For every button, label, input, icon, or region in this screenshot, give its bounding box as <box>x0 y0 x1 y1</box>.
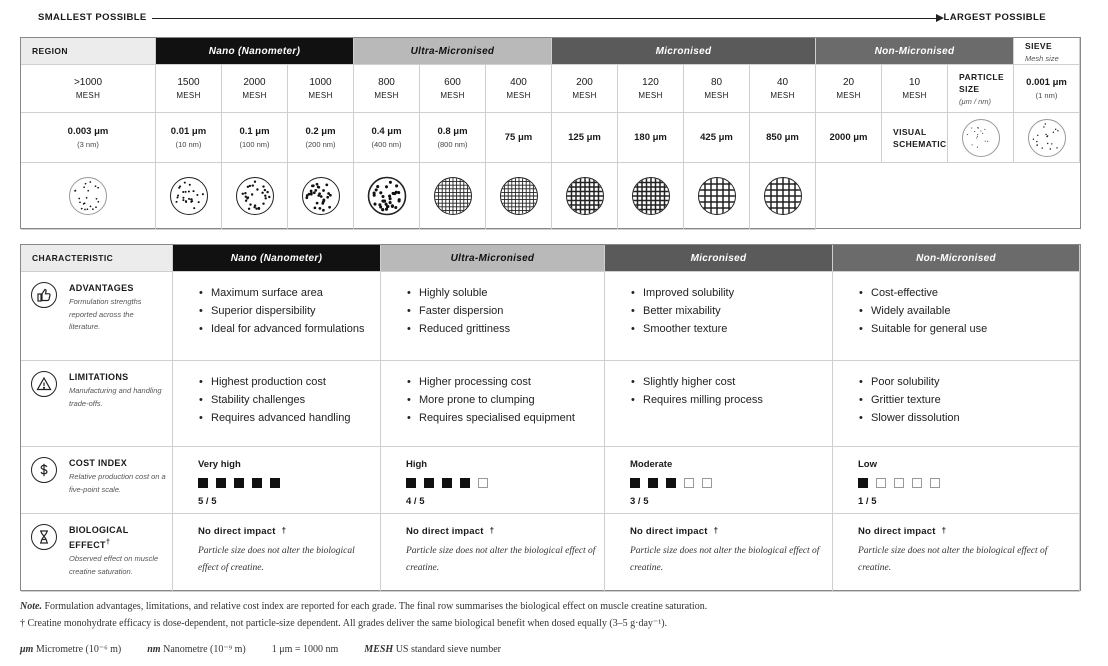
region-micronised: Micronised <box>552 38 816 65</box>
mesh-cell <box>684 65 750 113</box>
schematic-cell <box>288 163 354 230</box>
particle-size-cell <box>486 113 552 163</box>
empty-square-icon <box>930 478 940 488</box>
schematic-row-label <box>882 113 948 163</box>
dagger-note: † Creatine monohydrate efficacy is dose-dependent, not particle-size dependent. All grades deliver the same biological benefit when dosed equally (3–5 g·day⁻¹). <box>20 618 668 629</box>
bullet-item: • Smoother texture <box>631 320 818 338</box>
mesh-grid-icon <box>565 176 605 216</box>
cost-squares <box>406 478 604 488</box>
filled-square-icon <box>406 478 416 488</box>
mesh-cell <box>222 65 288 113</box>
adv-non-cell <box>833 272 1080 361</box>
row-cost-desc: Relative production cost on a five-point scale. <box>69 472 166 494</box>
mesh-number: 800 <box>378 77 395 88</box>
particle-size-cell <box>816 113 882 163</box>
grade-nano: Nano (Nanometer) <box>173 245 381 272</box>
lim-micro-cell <box>605 361 833 447</box>
adv-micro-cell <box>605 272 833 361</box>
particle-size-cell <box>618 113 684 163</box>
particle-size-cell <box>420 113 486 163</box>
scale-left-label: SMALLEST POSSIBLE <box>38 12 147 23</box>
lim-ultra-cell <box>381 361 605 447</box>
cost-squares <box>858 478 1079 488</box>
mesh-cell <box>486 65 552 113</box>
mesh-number: 1500 <box>177 77 200 88</box>
row-limitations-title: LIMITATIONS <box>69 372 129 382</box>
region-non-micronised: Non-Micronised <box>816 38 1014 65</box>
cost-score: 3 / 5 <box>630 496 649 507</box>
cost-score: 1 / 5 <box>858 496 877 507</box>
mesh-cell <box>21 65 156 113</box>
filled-square-icon <box>234 478 244 488</box>
particle-size-nm: (3 nm) <box>77 140 99 149</box>
visual-label: VISUAL <box>893 126 927 137</box>
particle-size-cell <box>354 113 420 163</box>
legend-text: Nanometre (10⁻⁹ m) <box>163 644 246 655</box>
empty-square-icon <box>894 478 904 488</box>
particle-size-value: 0.2 μm <box>305 126 336 137</box>
row-bio-desc: Observed effect on muscle creatine saturation. <box>69 554 159 576</box>
cost-level: High <box>406 459 428 470</box>
schematic-cell <box>420 163 486 230</box>
region-label: REGION <box>21 38 156 65</box>
mesh-grid-icon <box>433 176 473 216</box>
mesh-cell <box>882 65 948 113</box>
mesh-word: MESH <box>572 91 597 100</box>
schematic-cell <box>486 163 552 230</box>
note-text: Formulation advantages, limitations, and relative cost index are reported for each grade. The final row summarises the biological effect on muscle creatine saturation. <box>44 601 708 612</box>
particle-size-value: 75 μm <box>504 132 533 143</box>
empty-square-icon <box>478 478 488 488</box>
legend-item <box>364 644 501 655</box>
dagger-mark: † <box>941 526 947 535</box>
bullet-item: • Maximum surface area <box>199 284 366 302</box>
bullet-item: • Slower dissolution <box>859 409 1065 427</box>
particle-size-cell <box>21 113 156 163</box>
bullet-item: • Slightly higher cost <box>631 373 818 391</box>
mesh-cell <box>288 65 354 113</box>
particle-size-cell <box>552 113 618 163</box>
filled-square-icon <box>252 478 262 488</box>
filled-square-icon <box>198 478 208 488</box>
row-cost-label <box>21 447 173 514</box>
mesh-number: 400 <box>510 77 527 88</box>
cost-squares <box>630 478 832 488</box>
bullet-item: • Widely available <box>859 302 1065 320</box>
mesh-word: MESH <box>836 91 861 100</box>
schematic-cell <box>156 163 222 230</box>
particle-dots-icon <box>235 176 275 216</box>
bullet-item: • Cost-effective <box>859 284 1065 302</box>
bio-desc: Particle size does not alter the biological effect of creatine. <box>630 546 820 573</box>
filled-square-icon <box>630 478 640 488</box>
legend-abbr: nm <box>147 644 161 655</box>
particle-dots-icon <box>367 176 407 216</box>
bullet-item: • Suitable for general use <box>859 320 1065 338</box>
cost-level: Moderate <box>630 459 673 470</box>
mesh-word: MESH <box>506 91 531 100</box>
particle-dots-icon <box>169 176 209 216</box>
mesh-number: 600 <box>444 77 461 88</box>
particle-size-value: 0.4 μm <box>371 126 402 137</box>
bio-cell <box>173 514 381 592</box>
particle-size-cell <box>1014 65 1080 113</box>
mesh-word: MESH <box>638 91 663 100</box>
mesh-grid-icon <box>499 176 539 216</box>
particle-size-nm: (800 nm) <box>437 140 468 149</box>
dollar-icon <box>31 457 57 483</box>
units-legend <box>20 644 1090 655</box>
filled-square-icon <box>858 478 868 488</box>
particle-size-cell <box>288 113 354 163</box>
bullet-item: • Ideal for advanced formulations <box>199 320 366 338</box>
mesh-word: MESH <box>770 91 795 100</box>
thumbs-up-icon <box>31 282 57 308</box>
mesh-number: 80 <box>710 77 723 88</box>
advantages-list <box>833 272 1079 338</box>
mesh-word: MESH <box>242 91 267 100</box>
empty-square-icon <box>684 478 694 488</box>
legend-item <box>20 644 121 655</box>
bio-title-text: No direct impact <box>858 526 936 537</box>
cost-level: Low <box>858 459 877 470</box>
particle-size-value: 850 μm <box>766 132 799 143</box>
cost-score: 5 / 5 <box>198 496 217 507</box>
row-bio-label <box>21 514 173 592</box>
particle-size-nm: (100 nm) <box>239 140 270 149</box>
particle-size-value: 0.8 μm <box>437 126 468 137</box>
empty-square-icon <box>912 478 922 488</box>
grade-micronised: Micronised <box>605 245 833 272</box>
cost-squares <box>198 478 380 488</box>
particle-size-cell <box>222 113 288 163</box>
particle-dots-icon <box>68 176 108 216</box>
particle-size-value: 0.01 μm <box>170 126 207 137</box>
empty-square-icon <box>876 478 886 488</box>
dagger-mark: † <box>281 526 287 535</box>
mesh-number: 120 <box>642 77 659 88</box>
bullet-item: • Reduced grittiness <box>407 320 590 338</box>
advantages-list <box>605 272 832 338</box>
mesh-word: MESH <box>308 91 333 100</box>
schematic-cell <box>21 163 156 230</box>
bio-title-text: No direct impact <box>198 526 276 537</box>
warning-icon <box>31 371 57 397</box>
cost-cell <box>605 447 833 514</box>
mesh-word: MESH <box>75 91 101 100</box>
row-limitations-label <box>21 361 173 447</box>
particle-dots-icon <box>1027 118 1067 158</box>
mesh-number: 10 <box>908 77 921 88</box>
characteristics-table <box>20 244 1081 591</box>
dagger-mark: † <box>105 537 111 546</box>
legend-item <box>147 644 245 655</box>
particle-label: PARTICLE SIZE <box>959 72 1005 94</box>
row-limitations-desc: Manufacturing and handling trade-offs. <box>69 386 162 408</box>
particle-size-value: 0.1 μm <box>239 126 270 137</box>
schematic-label: SCHEMATIC <box>893 138 947 149</box>
bullet-item: • Faster dispersion <box>407 302 590 320</box>
adv-ultra-cell <box>381 272 605 361</box>
legend-item <box>272 644 339 655</box>
mesh-cell <box>552 65 618 113</box>
dagger-mark: † <box>713 526 719 535</box>
schematic-cell <box>750 163 816 230</box>
adv-nano-cell <box>173 272 381 361</box>
legend-text: 1 μm = 1000 nm <box>271 644 339 655</box>
bullet-item: • Highly soluble <box>407 284 590 302</box>
cost-level: Very high <box>198 459 241 470</box>
cost-cell <box>833 447 1080 514</box>
filled-square-icon <box>666 478 676 488</box>
bio-desc: Particle size does not alter the biological effect of creatine. <box>198 546 355 573</box>
region-nano: Nano (Nanometer) <box>156 38 354 65</box>
mesh-word: MESH <box>902 91 927 100</box>
mesh-cell <box>816 65 882 113</box>
size-scale <box>38 12 1046 26</box>
bullet-item: • Grittier texture <box>859 391 1065 409</box>
bio-title-text: No direct impact <box>406 526 484 537</box>
particle-size-nm: (200 nm) <box>305 140 336 149</box>
legend-abbr: MESH <box>364 644 394 655</box>
scale-arrow-line <box>152 18 942 19</box>
schematic-cell <box>354 163 420 230</box>
legend-text: Micrometre (10⁻⁶ m) <box>35 644 122 655</box>
mesh-grid-icon <box>631 176 671 216</box>
grade-ultra-micronised: Ultra-Micronised <box>381 245 605 272</box>
bio-desc: Particle size does not alter the biological effect of creatine. <box>858 546 1048 573</box>
particle-size-table <box>20 37 1081 229</box>
filled-square-icon <box>460 478 470 488</box>
particle-size-value: 425 μm <box>700 132 733 143</box>
lim-non-cell <box>833 361 1080 447</box>
mesh-word: MESH <box>440 91 465 100</box>
bio-cell <box>381 514 605 592</box>
dna-icon <box>31 524 57 550</box>
particle-size-nm: (1 nm) <box>1035 91 1058 100</box>
row-advantages-desc: Formulation strengths reported across the literature. <box>69 297 142 331</box>
bullet-item: • Higher processing cost <box>407 373 590 391</box>
particle-dots-icon <box>961 118 1001 158</box>
mesh-word: MESH <box>704 91 729 100</box>
bullet-item: • Requires specialised equipment <box>407 409 590 427</box>
particle-size-nm: (400 nm) <box>371 140 402 149</box>
schematic-cell <box>1014 113 1080 163</box>
particle-size-cell <box>750 113 816 163</box>
mesh-word: MESH <box>176 91 201 100</box>
particle-size-nm: (10 nm) <box>175 140 202 149</box>
mesh-number: 40 <box>776 77 789 88</box>
schematic-cell <box>948 113 1014 163</box>
particle-size-value: 125 μm <box>568 132 601 143</box>
bullet-item: • Better mixability <box>631 302 818 320</box>
sieve-sub: Mesh size <box>1025 53 1059 63</box>
schematic-cell <box>684 163 750 230</box>
mesh-cell <box>420 65 486 113</box>
filled-square-icon <box>442 478 452 488</box>
filled-square-icon <box>424 478 434 488</box>
mesh-cell <box>750 65 816 113</box>
filled-square-icon <box>648 478 658 488</box>
mesh-word: MESH <box>374 91 399 100</box>
particle-size-value: 2000 μm <box>829 132 868 143</box>
row-advantages-label <box>21 272 173 361</box>
note-line <box>20 600 1090 613</box>
row-bio-title-text: BIOLOGICAL EFFECT <box>69 525 129 550</box>
empty-square-icon <box>702 478 712 488</box>
bio-title <box>858 526 1071 537</box>
cost-score: 4 / 5 <box>406 496 425 507</box>
dagger-mark: † <box>489 526 495 535</box>
legend-abbr: μm <box>20 644 34 655</box>
mesh-cell <box>156 65 222 113</box>
legend-text: US standard sieve number <box>395 644 501 655</box>
footer-notes <box>20 600 1090 655</box>
bullet-item: • Highest production cost <box>199 373 366 391</box>
particle-size-value: 0.001 μm <box>1026 77 1067 88</box>
limitations-list <box>173 361 380 427</box>
bio-title <box>198 526 372 537</box>
bullet-item: • Requires advanced handling <box>199 409 366 427</box>
scale-right-label: LARGEST POSSIBLE <box>943 12 1046 23</box>
filled-square-icon <box>216 478 226 488</box>
bio-cell <box>833 514 1080 592</box>
bullet-item: • Poor solubility <box>859 373 1065 391</box>
particle-size-cell <box>156 113 222 163</box>
grade-non-micronised: Non-Micronised <box>833 245 1080 272</box>
advantages-list <box>173 272 380 338</box>
mesh-number: 2000 <box>243 77 266 88</box>
bio-title <box>630 526 824 537</box>
bullet-item: • Requires milling process <box>631 391 818 409</box>
mesh-cell <box>354 65 420 113</box>
mesh-number: >1000 <box>73 77 103 88</box>
bullet-item: • Improved solubility <box>631 284 818 302</box>
particle-size-value: 0.003 μm <box>67 126 109 137</box>
bio-title <box>406 526 596 537</box>
limitations-list <box>605 361 832 409</box>
bio-desc: Particle size does not alter the biological effect of creatine. <box>406 546 596 573</box>
mesh-number: 200 <box>576 77 593 88</box>
bio-title-text: No direct impact <box>630 526 708 537</box>
bullet-item: • Stability challenges <box>199 391 366 409</box>
particle-dots-icon <box>301 176 341 216</box>
sieve-row-label <box>1014 38 1080 65</box>
schematic-cell <box>618 163 684 230</box>
mesh-cell <box>618 65 684 113</box>
cost-cell <box>173 447 381 514</box>
particle-row-label <box>948 65 1014 113</box>
note-label: Note. <box>20 601 42 612</box>
bullet-item: • Superior dispersibility <box>199 302 366 320</box>
row-bio-title <box>69 524 166 551</box>
filled-square-icon <box>270 478 280 488</box>
limitations-list <box>833 361 1079 427</box>
mesh-grid-icon <box>763 176 803 216</box>
limitations-list <box>381 361 604 427</box>
particle-size-cell <box>684 113 750 163</box>
lim-nano-cell <box>173 361 381 447</box>
mesh-number: 20 <box>842 77 855 88</box>
particle-size-value: 180 μm <box>634 132 667 143</box>
mesh-grid-icon <box>697 176 737 216</box>
particle-sub: (μm / nm) <box>959 97 992 106</box>
region-ultra-micronised: Ultra-Micronised <box>354 38 552 65</box>
row-advantages-title: ADVANTAGES <box>69 283 134 293</box>
bullet-item: • More prone to clumping <box>407 391 590 409</box>
bio-cell <box>605 514 833 592</box>
cost-cell <box>381 447 605 514</box>
schematic-cell <box>222 163 288 230</box>
schematic-cell <box>552 163 618 230</box>
advantages-list <box>381 272 604 338</box>
sieve-label: SIEVE <box>1025 40 1053 51</box>
characteristic-label: CHARACTERISTIC <box>21 245 173 272</box>
mesh-number: 1000 <box>309 77 332 88</box>
row-cost-title: COST INDEX <box>69 458 128 468</box>
